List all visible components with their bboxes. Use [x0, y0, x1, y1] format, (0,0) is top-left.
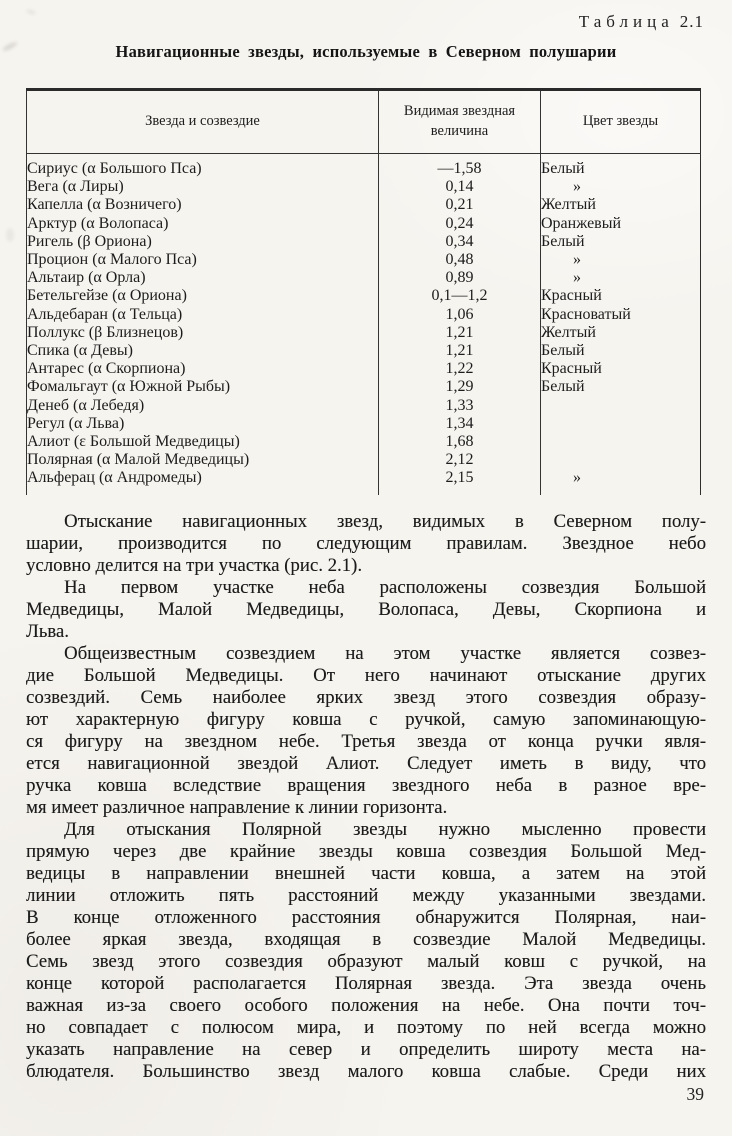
color-cell	[541, 415, 701, 433]
magnitude-cell: 0,24	[379, 215, 541, 233]
text-line: Для отыскания Полярной звезды нужно мысленно провести	[64, 819, 706, 840]
magnitude-cell: 1,06	[379, 306, 541, 324]
magnitude-cell: 0,1—1,2	[379, 287, 541, 305]
table-row	[27, 360, 701, 378]
magnitude-cell: 2,15	[379, 469, 541, 494]
color-cell: Оранжевый	[541, 214, 622, 232]
star-name-cell: Полярная (α Малой Медведицы)	[27, 451, 379, 469]
text-line: ют характерную фигуру ковша с ручкой, самую запоминающую-	[26, 709, 706, 730]
color-cell	[541, 433, 701, 451]
table-header	[27, 90, 701, 154]
star-name-cell: Альтаир (α Орла)	[27, 269, 379, 287]
table-row	[27, 196, 701, 214]
magnitude-cell: 1,29	[379, 378, 541, 396]
text-line: мя имеет различное направление к линии горизонта.	[26, 797, 448, 818]
star-name-cell: Бетельгейзе (α Ориона)	[27, 287, 379, 305]
star-name-cell: Регул (α Льва)	[27, 415, 379, 433]
text-line: созвездий. Семь наиболее ярких звезд этого созвездия образу-	[26, 687, 706, 708]
paragraph	[26, 577, 706, 643]
text-line: более яркая звезда, входящая в созвездие Малой Медведицы.	[26, 929, 706, 950]
table-caption-label: Таблица	[578, 12, 674, 31]
color-cell: »	[573, 269, 581, 287]
table-row	[27, 287, 701, 305]
table-row	[27, 178, 701, 196]
magnitude-cell: 1,21	[379, 324, 541, 342]
magnitude-cell: 1,34	[379, 415, 541, 433]
table-row	[27, 378, 701, 396]
color-cell: Красный	[541, 360, 602, 378]
star-name-cell: Алиот (ε Большой Медведицы)	[27, 433, 379, 451]
text-line: Отыскание навигационных звезд, видимых в Северном полу-	[64, 511, 706, 532]
magnitude-cell: —1,58	[379, 154, 541, 179]
body-text	[26, 511, 706, 1083]
color-cell: Желтый	[541, 323, 596, 341]
table-row	[27, 324, 701, 342]
table-row	[27, 154, 701, 179]
text-line: важная из-за своего особого положения на небе. Она почти точ-	[26, 995, 706, 1016]
scan-smudge	[6, 228, 14, 242]
paragraph	[26, 511, 706, 577]
table-row	[27, 215, 701, 233]
text-line: условно делится на три участка (рис. 2.1).	[26, 555, 363, 576]
text-line: Льва.	[26, 621, 69, 642]
color-cell: »	[573, 178, 581, 196]
paragraph	[26, 819, 706, 1083]
magnitude-cell: 1,33	[379, 397, 541, 415]
star-name-cell: Денеб (α Лебедя)	[27, 397, 379, 415]
text-line: В конце отложенного расстояния обнаружится Полярная, наи-	[26, 907, 706, 928]
color-cell: »	[573, 251, 581, 269]
star-name-cell: Спика (α Девы)	[27, 342, 379, 360]
text-line: Медведицы, Малой Медведицы, Волопаса, Девы, Скорпиона и	[26, 599, 706, 620]
star-name-cell: Альдебаран (α Тельца)	[27, 306, 379, 324]
text-line: Общеизвестным созвездием на этом участке является созвез-	[64, 643, 706, 664]
table-row	[27, 269, 701, 287]
navigation-stars-table	[26, 88, 701, 495]
column-header-1: Звезда и созвездие	[27, 90, 379, 154]
table-caption	[579, 12, 704, 32]
magnitude-cell: 0,89	[379, 269, 541, 287]
color-cell	[541, 451, 701, 469]
text-line: ведицы в направлении внешней части ковша, а затем на этой	[26, 863, 706, 884]
table-caption-number: 2.1	[679, 12, 704, 31]
magnitude-cell: 0,14	[379, 178, 541, 196]
magnitude-cell: 0,34	[379, 233, 541, 251]
text-line: дие Большой Медведицы. От него начинают отыскание других	[26, 665, 706, 686]
text-line: линии отложить пять расстояний между указанными звездами.	[26, 885, 706, 906]
magnitude-cell: 2,12	[379, 451, 541, 469]
color-cell: Желтый	[541, 196, 596, 214]
color-cell: Красный	[541, 287, 602, 305]
magnitude-cell: 1,22	[379, 360, 541, 378]
table-row	[27, 342, 701, 360]
table-row	[27, 233, 701, 251]
page-number: 39	[686, 1084, 704, 1104]
star-name-cell: Арктур (α Волопаса)	[27, 215, 379, 233]
star-name-cell: Альферац (α Андромеды)	[27, 469, 379, 494]
star-name-cell: Ригель (β Ориона)	[27, 233, 379, 251]
text-line: блюдателя. Большинство звезд малого ковша слабые. Среди них	[26, 1061, 706, 1082]
color-cell: Красноватый	[541, 305, 631, 323]
color-cell: Белый	[541, 232, 585, 250]
table-heading: Навигационные звезды, используемые в Северном полушарии	[115, 42, 617, 61]
magnitude-cell: 1,21	[379, 342, 541, 360]
text-line: ручка ковша вследствие вращения звездного неба в разное вре-	[26, 775, 706, 796]
table-row	[27, 251, 701, 269]
column-header-3: Цвет звезды	[541, 90, 701, 154]
color-cell: »	[573, 469, 581, 487]
magnitude-cell: 0,48	[379, 251, 541, 269]
text-line: шарии, производится по следующим правилам. Звездное небо	[26, 533, 706, 554]
color-cell	[541, 397, 701, 415]
text-line: ется навигационной звездой Алиот. Следует иметь в виду, что	[26, 753, 706, 774]
magnitude-cell: 0,21	[379, 196, 541, 214]
star-name-cell: Сириус (α Большого Пса)	[27, 154, 379, 179]
column-header-2: Видимая звездная величина	[379, 90, 541, 154]
table-row	[27, 433, 701, 451]
star-name-cell: Антарес (α Скорпиона)	[27, 360, 379, 378]
text-line: Семь звезд этого созвездия образуют малый ковш с ручкой, на	[26, 951, 706, 972]
magnitude-cell: 1,68	[379, 433, 541, 451]
text-line: но совпадает с полюсом мира, и поэтому по ней всегда можно	[26, 1017, 706, 1038]
star-name-cell: Фомальгаут (α Южной Рыбы)	[27, 378, 379, 396]
star-name-cell: Капелла (α Возничего)	[27, 196, 379, 214]
color-cell: Белый	[541, 342, 585, 360]
text-line: ся фигуру на звездном небе. Третья звезда от конца ручки явля-	[26, 731, 706, 752]
table-body	[27, 154, 701, 495]
table-header-row	[27, 90, 701, 154]
color-cell: Белый	[541, 160, 585, 177]
table-row	[27, 415, 701, 433]
table-row	[27, 306, 701, 324]
text-line: конце которой располагается Полярная звезда. Эта звезда очень	[26, 973, 706, 994]
text-line: прямую через две крайние звезды ковша созвездия Большой Мед-	[26, 841, 706, 862]
paragraph	[26, 643, 706, 819]
star-name-cell: Вега (α Лиры)	[27, 178, 379, 196]
color-cell: Белый	[541, 378, 585, 396]
table-row	[27, 397, 701, 415]
text-line: На первом участке неба расположены созвездия Большой	[64, 577, 706, 598]
star-name-cell: Процион (α Малого Пса)	[27, 251, 379, 269]
star-name-cell: Поллукс (β Близнецов)	[27, 324, 379, 342]
text-line: указать направление на север и определить широту места на-	[26, 1039, 706, 1060]
table-row	[27, 469, 701, 494]
scan-smudge	[26, 9, 37, 15]
table-row	[27, 451, 701, 469]
